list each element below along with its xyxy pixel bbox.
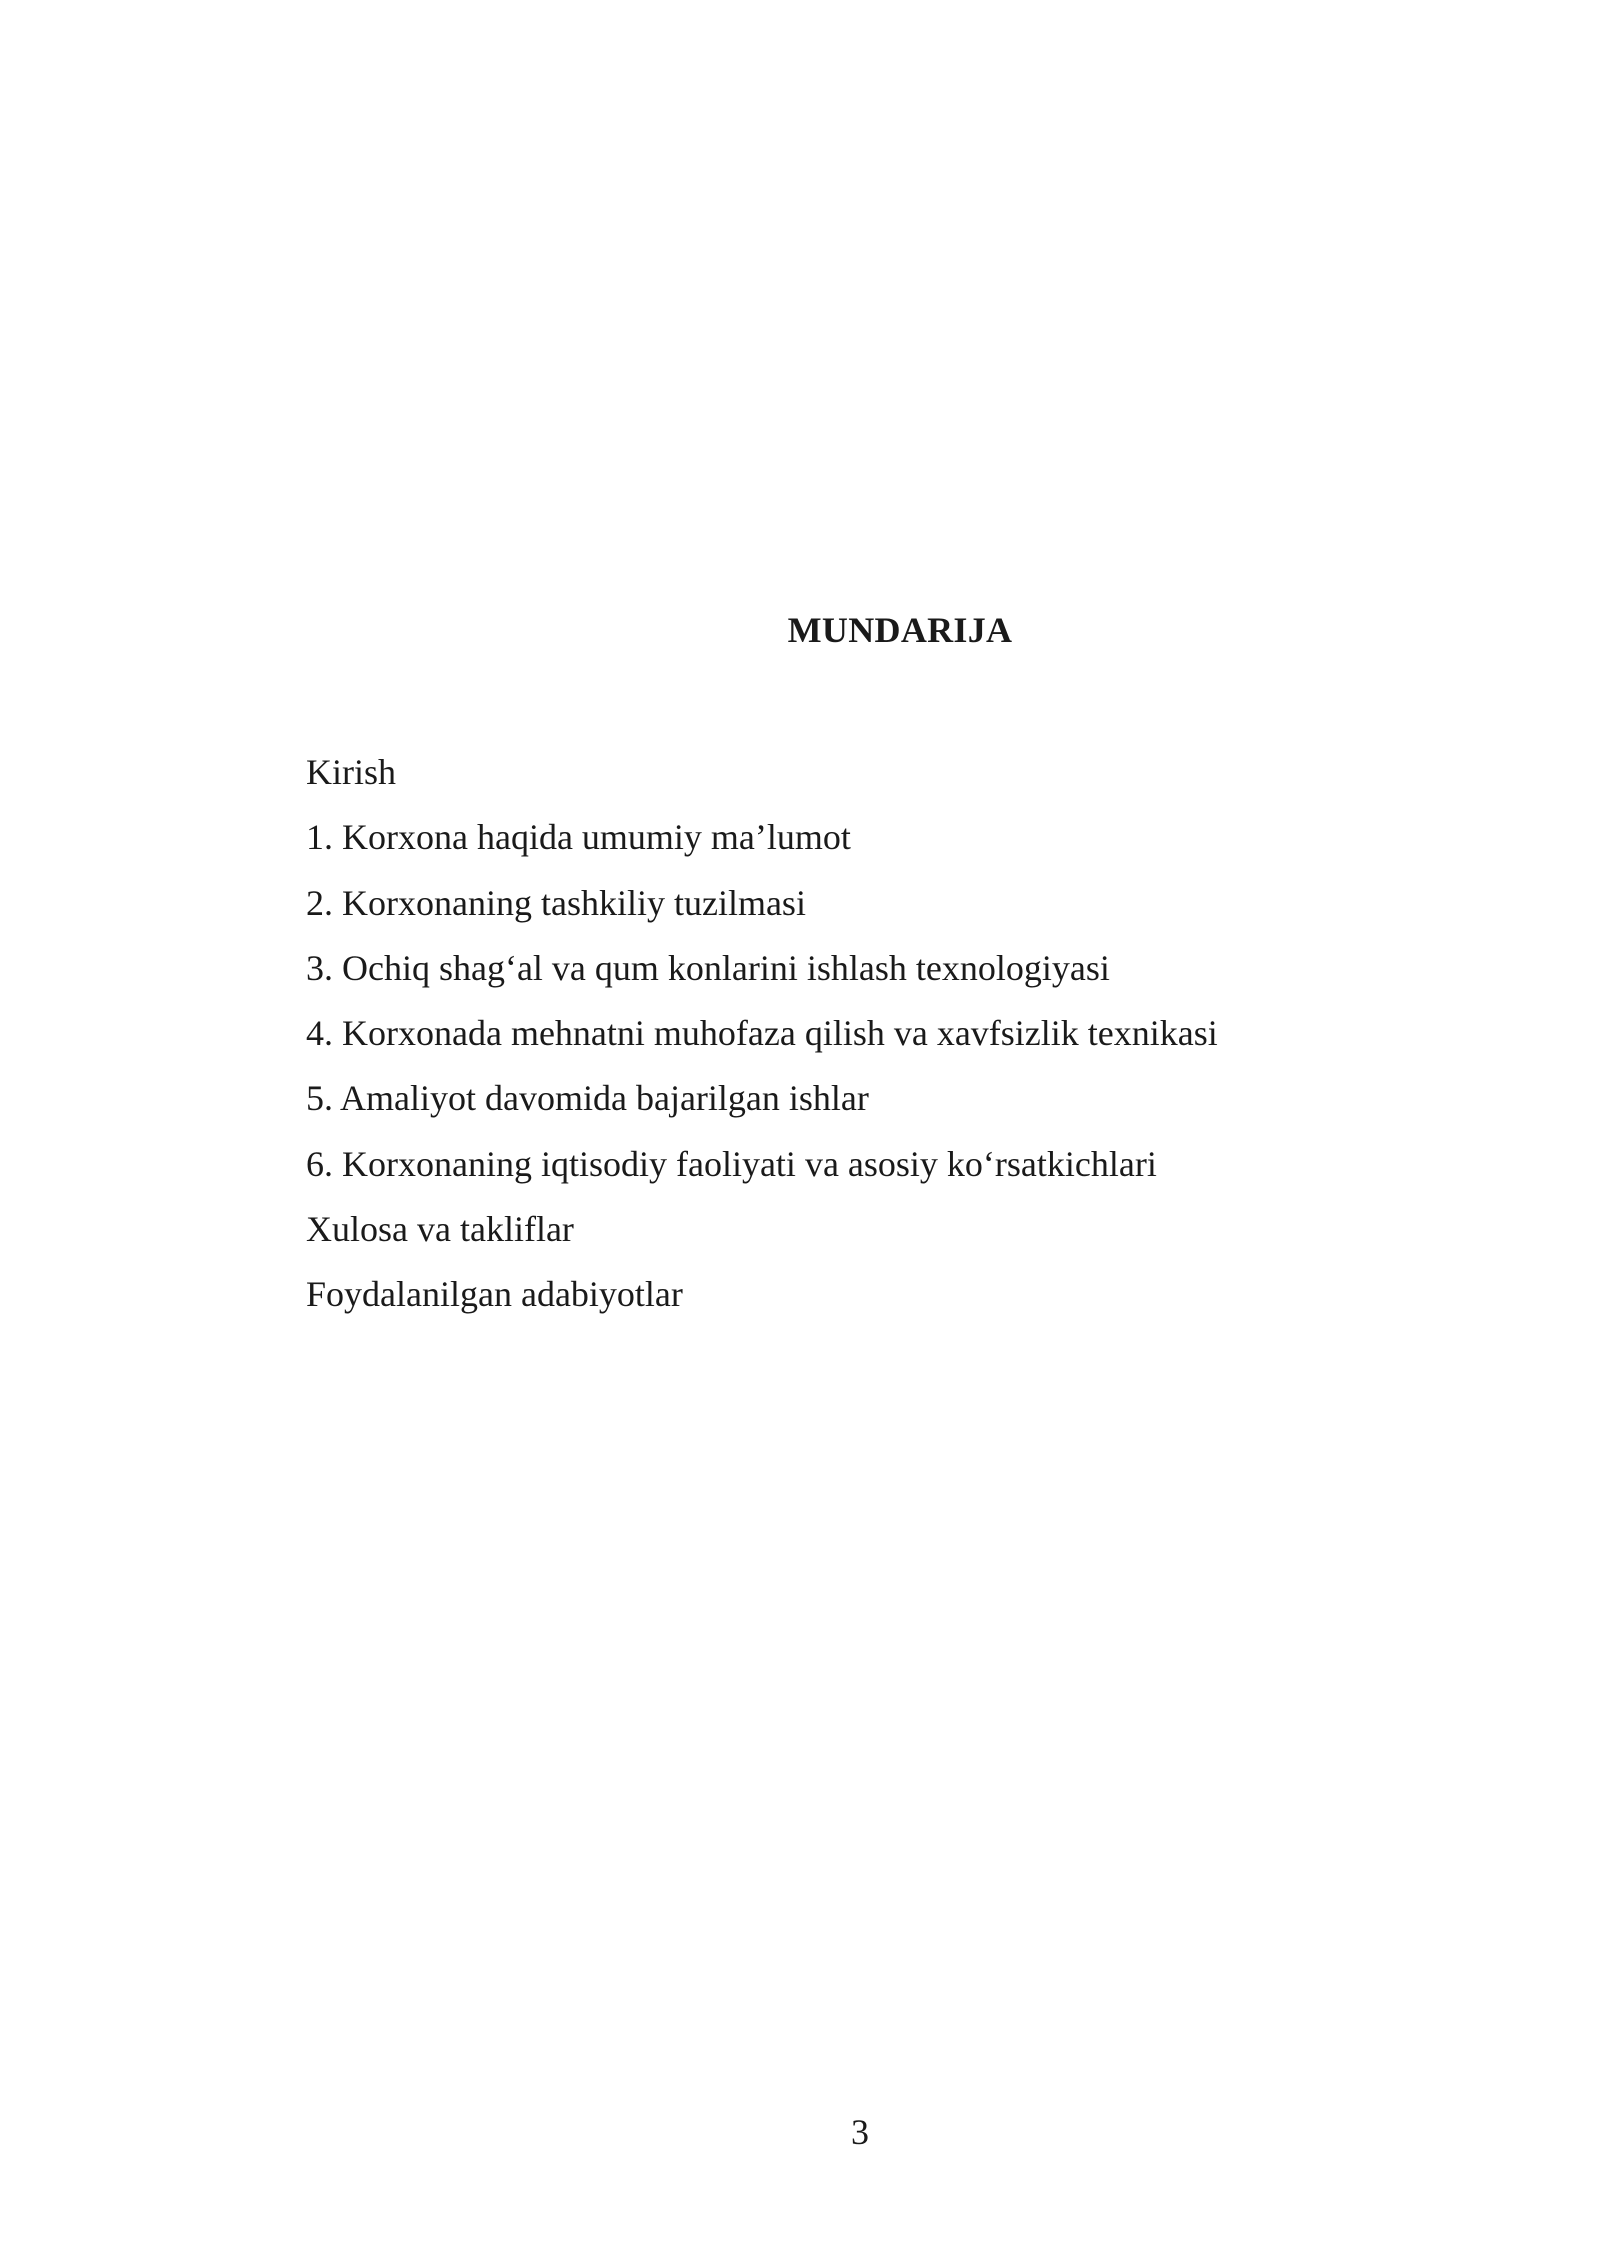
toc-item-1: 1. Korxona haqida umumiy ma’lumot <box>306 817 851 858</box>
table-of-contents <box>306 740 1218 1328</box>
toc-item-2: 2. Korxonaning tashkiliy tuzilmasi <box>306 882 806 923</box>
toc-item-conclusion: Xulosa va takliflar <box>306 1209 574 1250</box>
page-number: 3 <box>851 2112 869 2152</box>
toc-item-5: 5. Amaliyot davomida bajarilgan ishlar <box>306 1078 869 1119</box>
toc-item-4: 4. Korxonada mehnatni muhofaza qilish va xavfsizlik texnikasi <box>306 1013 1218 1054</box>
page-title: MUNDARIJA <box>787 610 1013 650</box>
toc-item-3: 3. Ochiq shag‘al va qum konlarini ishlash texnologiyasi <box>306 947 1110 988</box>
toc-item-6: 6. Korxonaning iqtisodiy faoliyati va asosiy ko‘rsatkichlari <box>306 1143 1157 1184</box>
toc-item-intro: Kirish <box>306 752 396 792</box>
toc-item-references: Foydalanilgan adabiyotlar <box>306 1274 683 1315</box>
